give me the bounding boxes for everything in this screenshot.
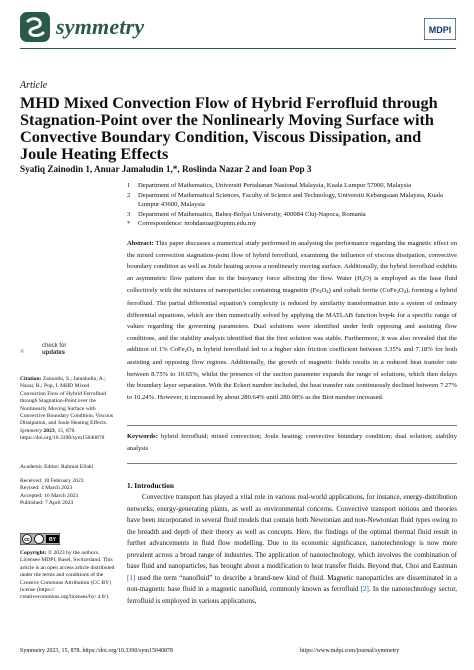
affiliation-3	[127, 210, 457, 220]
copyright-block	[20, 550, 115, 602]
abstract-text-1: This paper discusses a numerical study performed in analysing the performance regarding the magnetic effect on the mixed convection stagnation-point flow of hybrid ferrofluid, examining the influence of viscous dissipation, convective boundary condition as well as Joule heating across a nonlinearly moving surface. Additionally, the hybrid ferrofluid exhibits an asymmetric flow pattern due to the buoyancy force affecting the flow. Water (H	[127, 240, 458, 282]
mdpi-logo-icon	[424, 18, 456, 40]
keywords-label: Keywords:	[127, 433, 158, 440]
journal-name: symmetry	[56, 14, 145, 39]
affiliation-number: *	[127, 220, 131, 228]
affiliations	[127, 181, 457, 229]
check-for-updates-label[interactable]	[42, 343, 66, 356]
date-accepted: Accepted: 16 March 2023	[20, 492, 79, 499]
abstract-text-3: ) and cobalt ferrite (CoFe	[328, 287, 397, 295]
subscript: 4	[326, 289, 329, 295]
keywords-top-rule	[127, 425, 457, 426]
keywords-text: hybrid ferrofluid; mixed convection; Joule heating; convective boundary condition; dual solution; stability analysis	[127, 433, 457, 452]
abstract-text-4: ), forming a hybrid ferrofluid. The partial differential equation’s complexity is reduced by similarity transformation into a system of ordinary differential equations, which are then numerically solved by applying the MATLAB function bvp4c for a specific range of values regarding the governing parameters. Dual solutions were identified under both opposing and assisting flow conditions, and the stability analysis identified that the first solution was stable. Furthermore, it was also revealed that the addition of 1% CoFe	[127, 287, 457, 354]
subscript: 2	[184, 348, 187, 354]
date-revised: Revised: 4 March 2023	[20, 485, 73, 492]
article-title: MHD Mixed Convection Flow of Hybrid Ferrofluid through Stagnation-Point over the Nonlinearly Moving Surface with Convective Boundary Condition, Viscous Dissipation, and Joule Heating Effects	[20, 93, 438, 163]
check-updates-line-2: updates	[42, 349, 66, 356]
copyright-label: Copyright:	[20, 550, 47, 556]
header-divider	[20, 48, 456, 49]
correspondence-email[interactable]: Correspondence: mohdanuar@upnm.edu.my	[138, 220, 257, 228]
check-updates-line-1: check for	[42, 343, 67, 349]
keywords	[127, 431, 457, 454]
citation-year: 2023	[43, 427, 55, 434]
intro-text-3: . In the nanotechnology sector, ferrofluid is employed in various applications,	[127, 585, 457, 605]
subscript: 3	[319, 289, 322, 295]
by-glyph-text: BY	[49, 537, 56, 543]
abstract-label: Abstract:	[127, 240, 154, 247]
cc-by-license-icon[interactable]	[20, 533, 60, 545]
date-received: Received: 10 February 2023	[20, 478, 84, 484]
citation-link-2[interactable]: [2]	[360, 585, 369, 593]
citation-text: Zainodin, S.; Jamaludin, A.; Nazar, R.; Pop, I. MHD Mixed Convection Flow of Hybrid Ferrofluid through Stagnation-Point over the Nonlinearly Moving Surface with Convective Boundary Condition, Viscous Dissipation, and Joule Heating Effects.	[20, 376, 114, 427]
affiliation-2	[127, 191, 457, 210]
symmetry-logo-icon	[20, 12, 50, 42]
affiliation-number: 3	[127, 210, 131, 218]
subscript: 4	[403, 289, 407, 295]
citation-block	[20, 376, 115, 443]
introduction-body	[127, 492, 457, 607]
subscript: 2	[361, 276, 365, 282]
cc-glyph-text: cc	[24, 537, 30, 543]
abstract-text-5: in hybrid ferrofluid led to a higher skin friction coefficient between 3.35% and 7.18% for both assisting and opposing flow regions. Additionally, the growth of magnetic fields results in a reduced heat transfer rate between 8.75% to 10.65%, whilst the presence of the suction parameter expands the range of solutions, which then delays the boundary layer separation. With the Eckert number included, the heat transfer rate continuously declined between 7.27% to 10.24%. However, it increased by about 280.64% until 280.98% as the Biot number increased.	[127, 346, 457, 401]
copyright-text: © 2023 by the authors. Licensee MDPI, Basel, Switzerland. This article is an open access article distributed under the terms and conditions of the Creative Commons Attribution (CC BY) license (https:// creativecommons.org/licenses/by/ 4.0/).	[20, 550, 115, 601]
introduction-paragraph	[127, 492, 457, 607]
footer-citation: Symmetry 2023, 15, 878. https://doi.org/10.3390/sym15040878	[20, 648, 174, 654]
citation-link-1[interactable]: [1]	[127, 573, 136, 582]
footer-journal-url[interactable]: https://www.mdpi.com/journal/symmetry	[300, 648, 400, 654]
correspondence	[127, 219, 457, 229]
abstract: Abstract: This paper discusses a numerical study performed in analysing the performance regarding the magnetic effect on the mixed convection stagnation-point flow of hybrid ferrofluid, examining the influence of viscous dissipation, convective boundary condition as well as Joule heating across a nonlinearly moving surface. Additionally, the hybrid ferrofluid exhibits an asymmetric flow pattern due to the buoyancy force affecting the flow. Water $(H_2O)$ is employed as the base fluid collectively with the mixtures of nanoparticles containing magnetite $(Fe_3O_4)$ and cobalt ferrite $(CoFe_2O_4)$, forming a hybrid ferrofluid. The partial differential equation’s complexity is reduced by similarity transformation into a system of ordinary differential equations, which are then numerically solved by applying the MATLAB function bvp4c for a specific range of values regarding the governing parameters. Dual solutions were identified under both opposing and assisting flow conditions, and the stability analysis identified that the first solution was stable. Furthermore, it was also revealed that the addition of 1% $CoFe_2O_4$ in hybrid ferrofluid led to a higher skin friction coefficient between 3.35% and 7.18% for both assisting and opposing flow regions. Additionally, the growth of magnetic fields results in a reduced heat transfer rate between 8.75% to 10.65%, whilst the presence of the suction parameter expands the range of solutions, which then delays the boundary layer separation. With the Eckert number included, the heat transfer rate continuously declined between 7.27% to 10.24%. However, it increased by about 280.64% until 280.98% as the Biot number increased.	[127, 240, 458, 401]
affiliation-text: Department of Mathematics, Universiti Pertahanan Nasional Malaysia, Kuala Lumpur 57000, Malaysia	[138, 182, 412, 189]
academic-editor: Academic Editor: Rahmat Ellahi	[20, 464, 94, 470]
section-heading: 1. Introduction	[127, 481, 174, 490]
abstract-text-2: O) is employed as the base fluid collectively with the mixtures of nanoparticles containing magnetite (Fe	[127, 274, 457, 295]
article-type: Article	[20, 80, 48, 91]
affiliation-text: Department of Mathematical Sciences, Faculty of Science and Technology, Universiti Kebangsaan Malaysia, Kuala Lumpur 43600, Malaysia	[138, 191, 443, 209]
citation-journal: Symmetry	[20, 427, 43, 434]
check-for-updates-badge[interactable]	[20, 341, 40, 361]
subscript: 4	[191, 348, 194, 354]
intro-text-2: used the term “nanofluid” to describe a brand-new kind of fluid. Magnetic nanoparticles are disseminated in a non-magnetic base fluid in a magnetic nanofluid, commonly known as ferrofluid	[127, 573, 457, 593]
subscript: 2	[396, 289, 399, 295]
affiliation-1	[127, 181, 457, 191]
keywords-bottom-rule	[127, 463, 457, 464]
author-list: Syafiq Zainodin 1, Anuar Jamaludin 1,*, Roslinda Nazar 2 and Ioan Pop 3	[20, 164, 312, 174]
mdpi-logo-text: MDPI	[428, 25, 452, 35]
publication-dates	[20, 478, 115, 508]
citation-doi[interactable]: , 15, 878. https://doi.org/10.3390/sym15040878	[20, 427, 105, 442]
date-published: Published: 7 April 2023	[20, 500, 74, 507]
intro-text-1: Convective transport has played a vital role in various real-world applications, for instance, energy-distribution networks, energy-generating plants, as well as environmental concerns. Convective transport notions and theories have been incorporated in several fluid models that contain both Newtonian and non-Newtonian fluid types owing to the breadth and depth of their theory as well as concepts. Here, the findings of the optimal thermal fluid result in further advancements in fluid flow modelling. Due to its economic significance, nanotechnology is now more prevalent across a broad range of industries. The application of nanotechnology, which involves the combination of base fluid and nanoparticles, has brought about a modification to heat transfer fluids. Beyond that, Choi and Eastman	[127, 493, 457, 570]
citation-label: Citation:	[20, 376, 42, 382]
affiliation-number: 1	[127, 182, 131, 189]
affiliation-number: 2	[127, 191, 131, 199]
affiliation-text: Department of Mathematics, Babeș-Bolyai University, 400084 Cluj-Napoca, Romania	[138, 210, 366, 218]
